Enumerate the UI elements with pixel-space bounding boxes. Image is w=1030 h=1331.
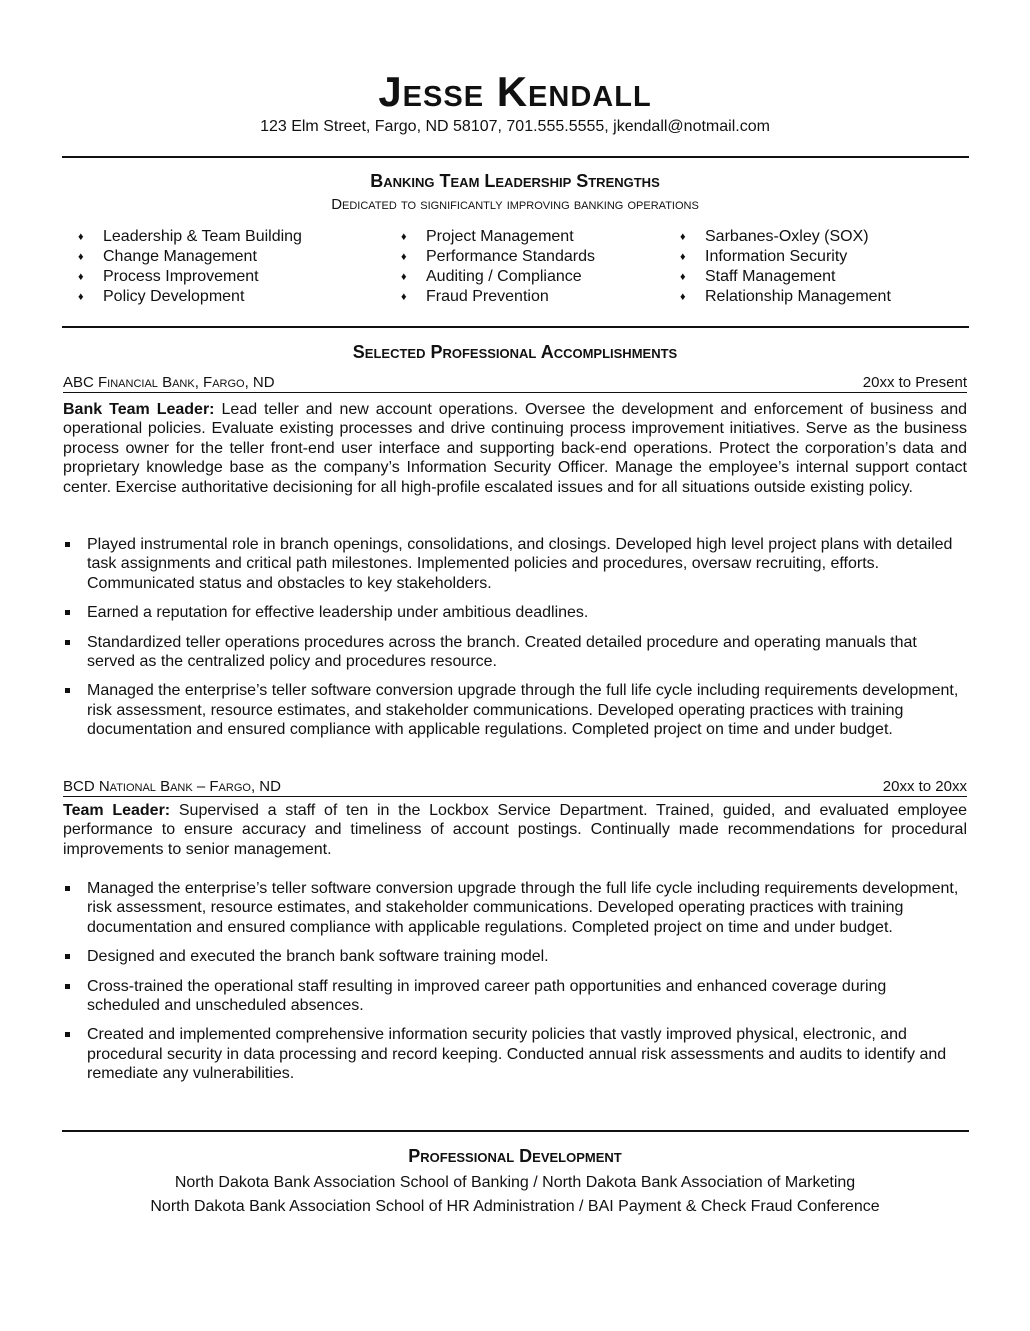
diamond-bullet-icon: ♦: [401, 251, 407, 263]
accomplishments-title: Selected Professional Accomplishments: [352, 342, 678, 362]
strength-item: ♦ Change Management: [78, 248, 257, 265]
diamond-bullet-icon: ♦: [680, 251, 686, 263]
strength-item: ♦ Project Management: [401, 228, 574, 245]
square-bullet-icon: [65, 886, 70, 891]
job-bullets-1: [63, 535, 967, 750]
strengths-title: Banking Team Leadership Strengths: [370, 171, 660, 191]
strength-item: ♦ Fraud Prevention: [401, 288, 549, 305]
square-bullet-icon: [65, 1032, 70, 1037]
strength-item: ♦ Relationship Management: [680, 288, 891, 305]
development-line-2: North Dakota Bank Association School of HR Administration / BAI Payment & Check Fraud Conference: [150, 1198, 880, 1215]
list-item: Designed and executed the branch bank software training model.: [63, 947, 967, 966]
list-item: Played instrumental role in branch openings, consolidations, and closings. Developed high level project plans with detailed task assignments and critical path milestones. Implemented policies and procedures, oversaw recruiting, efforts. Communicated status and obstacles to key stakeholders.: [63, 535, 967, 593]
strengths-grid: [78, 227, 978, 307]
square-bullet-icon: [65, 984, 70, 989]
diamond-bullet-icon: ♦: [78, 251, 84, 263]
square-bullet-icon: [65, 610, 70, 615]
diamond-bullet-icon: ♦: [401, 291, 407, 303]
job-bullets-2: [63, 879, 967, 1094]
strengths-column-1: [78, 227, 401, 307]
square-bullet-icon: [65, 688, 70, 693]
strength-item: ♦ Process Improvement: [78, 268, 259, 285]
job-header-1: [63, 374, 967, 393]
job-role: Bank Team Leader:: [63, 401, 215, 418]
job-summary-text: Supervised a staff of ten in the Lockbox Service Department. Trained, guided, and evaluated employee performance to ensure accuracy and timeliness of account postings. Continually made recommendations for procedural improvements to senior management.: [63, 802, 967, 858]
list-item: Cross-trained the operational staff resulting in improved career path opportunities and enhanced coverage during scheduled and unscheduled absences.: [63, 977, 967, 1016]
diamond-bullet-icon: ♦: [78, 271, 84, 283]
list-item: Earned a reputation for effective leadership under ambitious deadlines.: [63, 603, 967, 622]
strengths-column-2: [401, 227, 680, 307]
job-summary-2: [63, 801, 967, 859]
diamond-bullet-icon: ♦: [78, 231, 84, 243]
strength-item: ♦ Sarbanes-Oxley (SOX): [680, 228, 869, 245]
strength-item: ♦ Information Security: [680, 248, 848, 265]
list-item: Managed the enterprise’s teller software conversion upgrade through the full life cycle including requirements development, risk assessment, resource estimates, and stakeholder communications. Developed operating practices with training documentation and ensured compliance with applicable regulations. Completed project on time and under budget.: [63, 681, 967, 739]
job-header-2: [63, 778, 967, 797]
employer-name: BCD National Bank – Fargo, ND: [63, 778, 281, 795]
strengths-subtitle: Dedicated to significantly improving banking operations: [331, 196, 699, 213]
diamond-bullet-icon: ♦: [401, 271, 407, 283]
diamond-bullet-icon: ♦: [401, 231, 407, 243]
development-line-1: North Dakota Bank Association School of Banking / North Dakota Bank Association of Marketing: [174, 1174, 856, 1191]
square-bullet-icon: [65, 542, 70, 547]
divider-strengths: [62, 326, 969, 328]
contact-line: 123 Elm Street, Fargo, ND 58107, 701.555.5555, jkendall@notmail.com: [260, 118, 770, 135]
diamond-bullet-icon: ♦: [78, 291, 84, 303]
diamond-bullet-icon: ♦: [680, 271, 686, 283]
divider-top: [62, 156, 969, 158]
list-item: Standardized teller operations procedures across the branch. Created detailed procedure and operating manuals that served as the centralized policy and procedures resource.: [63, 633, 967, 672]
strengths-column-3: [680, 227, 891, 307]
list-item: Created and implemented comprehensive information security policies that vastly improved physical, electronic, and procedural security in data processing and record keeping. Conducted annual risk assessments and audits to identify and remediate any vulnerabilities.: [63, 1025, 967, 1083]
diamond-bullet-icon: ♦: [680, 231, 686, 243]
square-bullet-icon: [65, 640, 70, 645]
strength-item: ♦ Policy Development: [78, 288, 245, 305]
divider-development: [62, 1130, 969, 1132]
square-bullet-icon: [65, 954, 70, 959]
development-title: Professional Development: [408, 1146, 622, 1166]
job-summary-text: Lead teller and new account operations. Oversee the development and enforcement of business and operational policies. Evaluate existing processes and drive continuing process improvement initiatives. Serve as the business process owner for the teller front-end user interface and supporting back-end operations. Protect the corporation’s data and proprietary knowledge base as the company’s Information Security Officer. Manage the employee’s internal support contact center. Exercise authoritative decisioning for all high-profile escalated issues and for all situations outside existing policy.: [63, 401, 968, 496]
diamond-bullet-icon: ♦: [680, 291, 686, 303]
job-summary-1: [63, 400, 967, 497]
job-role: Team Leader:: [63, 802, 171, 819]
strength-item: ♦ Leadership & Team Building: [78, 228, 302, 245]
candidate-name: Jesse Kendall: [378, 68, 652, 115]
employment-dates: 20xx to Present: [862, 374, 967, 391]
employer-name: ABC Financial Bank, Fargo, ND: [63, 374, 275, 391]
strength-item: ♦ Performance Standards: [401, 248, 595, 265]
employment-dates: 20xx to 20xx: [882, 778, 967, 795]
strength-item: ♦ Staff Management: [680, 268, 836, 285]
list-item: Managed the enterprise’s teller software conversion upgrade through the full life cycle including requirements development, risk assessment, resource estimates, and stakeholder communications. Developed operating practices with training documentation and ensured compliance with applicable regulations. Completed project on time and under budget.: [63, 879, 967, 937]
strength-item: ♦ Auditing / Compliance: [401, 268, 582, 285]
